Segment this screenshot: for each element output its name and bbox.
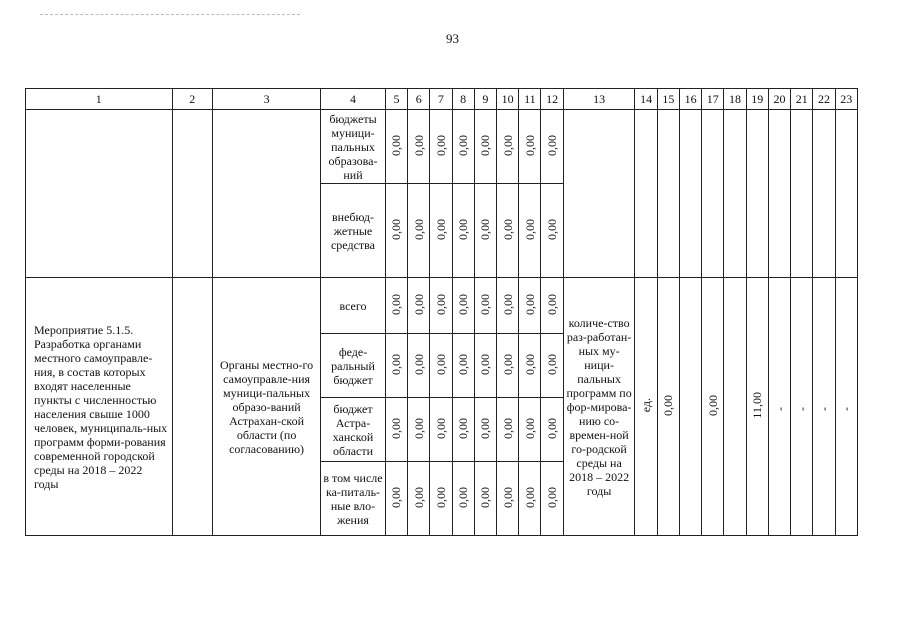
value-text: 0,00 bbox=[411, 218, 426, 240]
value-text: 0,00 bbox=[433, 293, 448, 315]
value-cell bbox=[474, 184, 496, 278]
value-cell bbox=[519, 462, 541, 536]
value-text: 0,00 bbox=[456, 293, 471, 315]
funding-source: в том числе ка-питаль-ные вло-жения bbox=[321, 462, 386, 536]
value-cell bbox=[452, 462, 474, 536]
target-cell bbox=[813, 278, 835, 536]
value-text: 0,00 bbox=[411, 353, 426, 375]
value-cell bbox=[430, 398, 452, 462]
executor-cell: Органы местно-го самоуправле-ния муници-пальных образо-ваний Астрахан-ской области (по согласованию) bbox=[213, 278, 321, 536]
value-cell bbox=[408, 462, 430, 536]
value-text: 0,00 bbox=[478, 417, 493, 439]
unit-cell bbox=[635, 278, 657, 536]
header-cell: 10 bbox=[497, 89, 519, 110]
empty-cell bbox=[635, 110, 657, 278]
value-cell bbox=[474, 278, 496, 334]
target-text: - bbox=[794, 406, 809, 411]
value-text: 0,00 bbox=[500, 417, 515, 439]
header-cell: 8 bbox=[452, 89, 474, 110]
value-cell bbox=[519, 398, 541, 462]
funding-source: феде-ральный бюджет bbox=[321, 334, 386, 398]
value-cell bbox=[430, 184, 452, 278]
header-cell: 18 bbox=[724, 89, 746, 110]
header-cell: 15 bbox=[657, 89, 679, 110]
value-cell bbox=[541, 278, 563, 334]
empty-cell bbox=[813, 110, 835, 278]
header-cell: 14 bbox=[635, 89, 657, 110]
value-cell bbox=[519, 184, 541, 278]
value-text: 0,00 bbox=[433, 486, 448, 508]
target-text: - bbox=[816, 406, 831, 411]
funding-source: внебюд-жетные средства bbox=[321, 184, 386, 278]
target-cell bbox=[702, 278, 724, 536]
target-text: 0,00 bbox=[705, 394, 720, 416]
value-cell bbox=[541, 398, 563, 462]
value-cell bbox=[541, 462, 563, 536]
value-cell bbox=[430, 462, 452, 536]
value-text: 0,00 bbox=[389, 218, 404, 240]
value-text: 0,00 bbox=[522, 486, 537, 508]
header-cell: 23 bbox=[835, 89, 857, 110]
value-text: 0,00 bbox=[411, 417, 426, 439]
header-cell: 11 bbox=[519, 89, 541, 110]
value-cell bbox=[474, 462, 496, 536]
value-cell bbox=[519, 278, 541, 334]
top-scan-line bbox=[40, 14, 300, 15]
header-cell: 3 bbox=[213, 89, 321, 110]
target-cell bbox=[768, 278, 790, 536]
value-text: 0,00 bbox=[500, 134, 515, 156]
target-text: 11,00 bbox=[750, 391, 765, 419]
value-text: 0,00 bbox=[522, 417, 537, 439]
value-text: 0,00 bbox=[433, 353, 448, 375]
value-cell bbox=[474, 110, 496, 184]
value-cell bbox=[497, 334, 519, 398]
indicator-cell: количе-ство раз-работан-ных му-ници-пальных программ по фор-мирова-нию со-времен-ной го-родской среды на 2018 – 2022 годы bbox=[563, 278, 635, 536]
value-cell bbox=[385, 462, 407, 536]
header-cell: 2 bbox=[172, 89, 212, 110]
value-cell bbox=[452, 334, 474, 398]
empty-cell bbox=[172, 110, 212, 278]
header-cell: 17 bbox=[702, 89, 724, 110]
unit-text: ед. bbox=[639, 397, 654, 413]
value-text: 0,00 bbox=[456, 218, 471, 240]
value-text: 0,00 bbox=[478, 486, 493, 508]
value-cell bbox=[497, 184, 519, 278]
value-cell bbox=[452, 278, 474, 334]
empty-cell bbox=[563, 110, 635, 278]
value-cell bbox=[541, 110, 563, 184]
value-text: 0,00 bbox=[500, 218, 515, 240]
value-text: 0,00 bbox=[389, 417, 404, 439]
value-text: 0,00 bbox=[411, 134, 426, 156]
header-cell: 16 bbox=[679, 89, 701, 110]
value-cell bbox=[385, 184, 407, 278]
header-cell: 22 bbox=[813, 89, 835, 110]
value-cell bbox=[497, 462, 519, 536]
value-text: 0,00 bbox=[478, 134, 493, 156]
funding-source: бюджеты муници-пальных образова-ний bbox=[321, 110, 386, 184]
target-text: - bbox=[839, 406, 854, 411]
value-cell bbox=[452, 184, 474, 278]
header-cell: 9 bbox=[474, 89, 496, 110]
value-text: 0,00 bbox=[545, 218, 560, 240]
funding-source: бюджет Астра-ханской области bbox=[321, 398, 386, 462]
header-cell: 21 bbox=[791, 89, 813, 110]
target-cell bbox=[746, 278, 768, 536]
empty-cell bbox=[702, 110, 724, 278]
value-cell bbox=[385, 334, 407, 398]
value-text: 0,00 bbox=[522, 134, 537, 156]
table-row bbox=[26, 278, 858, 334]
value-cell bbox=[497, 278, 519, 334]
target-text: - bbox=[772, 406, 787, 411]
header-cell: 1 bbox=[26, 89, 173, 110]
value-text: 0,00 bbox=[456, 353, 471, 375]
value-text: 0,00 bbox=[433, 417, 448, 439]
empty-cell bbox=[172, 278, 212, 536]
header-cell: 12 bbox=[541, 89, 563, 110]
target-text: 0,00 bbox=[661, 394, 676, 416]
value-cell bbox=[408, 110, 430, 184]
header-cell: 7 bbox=[430, 89, 452, 110]
value-cell bbox=[408, 278, 430, 334]
value-text: 0,00 bbox=[522, 293, 537, 315]
header-cell: 13 bbox=[563, 89, 635, 110]
empty-cell bbox=[768, 110, 790, 278]
value-cell bbox=[408, 334, 430, 398]
value-cell bbox=[497, 110, 519, 184]
value-text: 0,00 bbox=[545, 134, 560, 156]
empty-cell bbox=[746, 110, 768, 278]
target-cell bbox=[835, 278, 857, 536]
value-cell bbox=[408, 184, 430, 278]
value-text: 0,00 bbox=[500, 486, 515, 508]
value-cell bbox=[474, 334, 496, 398]
header-row bbox=[26, 89, 858, 110]
table-row bbox=[26, 110, 858, 184]
target-cell bbox=[657, 278, 679, 536]
value-text: 0,00 bbox=[411, 293, 426, 315]
value-cell bbox=[452, 398, 474, 462]
value-cell bbox=[519, 110, 541, 184]
value-text: 0,00 bbox=[478, 218, 493, 240]
value-cell bbox=[430, 334, 452, 398]
value-cell bbox=[430, 278, 452, 334]
value-text: 0,00 bbox=[500, 293, 515, 315]
page-number: 93 bbox=[446, 31, 459, 46]
value-cell bbox=[385, 398, 407, 462]
value-text: 0,00 bbox=[456, 417, 471, 439]
target-cell bbox=[679, 278, 701, 536]
value-text: 0,00 bbox=[478, 293, 493, 315]
value-text: 0,00 bbox=[389, 486, 404, 508]
value-cell bbox=[519, 334, 541, 398]
header-cell: 19 bbox=[746, 89, 768, 110]
value-text: 0,00 bbox=[456, 486, 471, 508]
empty-cell bbox=[679, 110, 701, 278]
value-text: 0,00 bbox=[522, 353, 537, 375]
value-cell bbox=[452, 110, 474, 184]
value-text: 0,00 bbox=[456, 134, 471, 156]
value-cell bbox=[430, 110, 452, 184]
value-text: 0,00 bbox=[411, 486, 426, 508]
value-cell bbox=[497, 398, 519, 462]
value-cell bbox=[474, 398, 496, 462]
value-text: 0,00 bbox=[433, 134, 448, 156]
value-text: 0,00 bbox=[478, 353, 493, 375]
value-text: 0,00 bbox=[500, 353, 515, 375]
empty-cell bbox=[724, 110, 746, 278]
funding-source: всего bbox=[321, 278, 386, 334]
target-cell bbox=[791, 278, 813, 536]
header-cell: 4 bbox=[321, 89, 386, 110]
value-text: 0,00 bbox=[545, 417, 560, 439]
measure-description: Мероприятие 5.1.5. Разработка органами местного самоуправле-ния, в состав которых входят населенные пункты с численностью населения свыше 1000 человек, муниципаль-ных программ форми-рования современной городской среды на 2018 – 2022 годы bbox=[26, 278, 173, 536]
value-cell bbox=[541, 184, 563, 278]
empty-cell bbox=[657, 110, 679, 278]
value-cell bbox=[408, 398, 430, 462]
value-text: 0,00 bbox=[545, 353, 560, 375]
empty-cell bbox=[835, 110, 857, 278]
empty-cell bbox=[791, 110, 813, 278]
value-text: 0,00 bbox=[389, 134, 404, 156]
value-cell bbox=[385, 110, 407, 184]
value-text: 0,00 bbox=[545, 293, 560, 315]
value-cell bbox=[541, 334, 563, 398]
header-cell: 5 bbox=[385, 89, 407, 110]
empty-cell bbox=[26, 110, 173, 278]
empty-cell bbox=[213, 110, 321, 278]
value-text: 0,00 bbox=[522, 218, 537, 240]
value-cell bbox=[385, 278, 407, 334]
value-text: 0,00 bbox=[545, 486, 560, 508]
target-cell bbox=[724, 278, 746, 536]
value-text: 0,00 bbox=[389, 353, 404, 375]
value-text: 0,00 bbox=[433, 218, 448, 240]
header-cell: 6 bbox=[408, 89, 430, 110]
header-cell: 20 bbox=[768, 89, 790, 110]
program-activities-table bbox=[25, 88, 858, 536]
value-text: 0,00 bbox=[389, 293, 404, 315]
